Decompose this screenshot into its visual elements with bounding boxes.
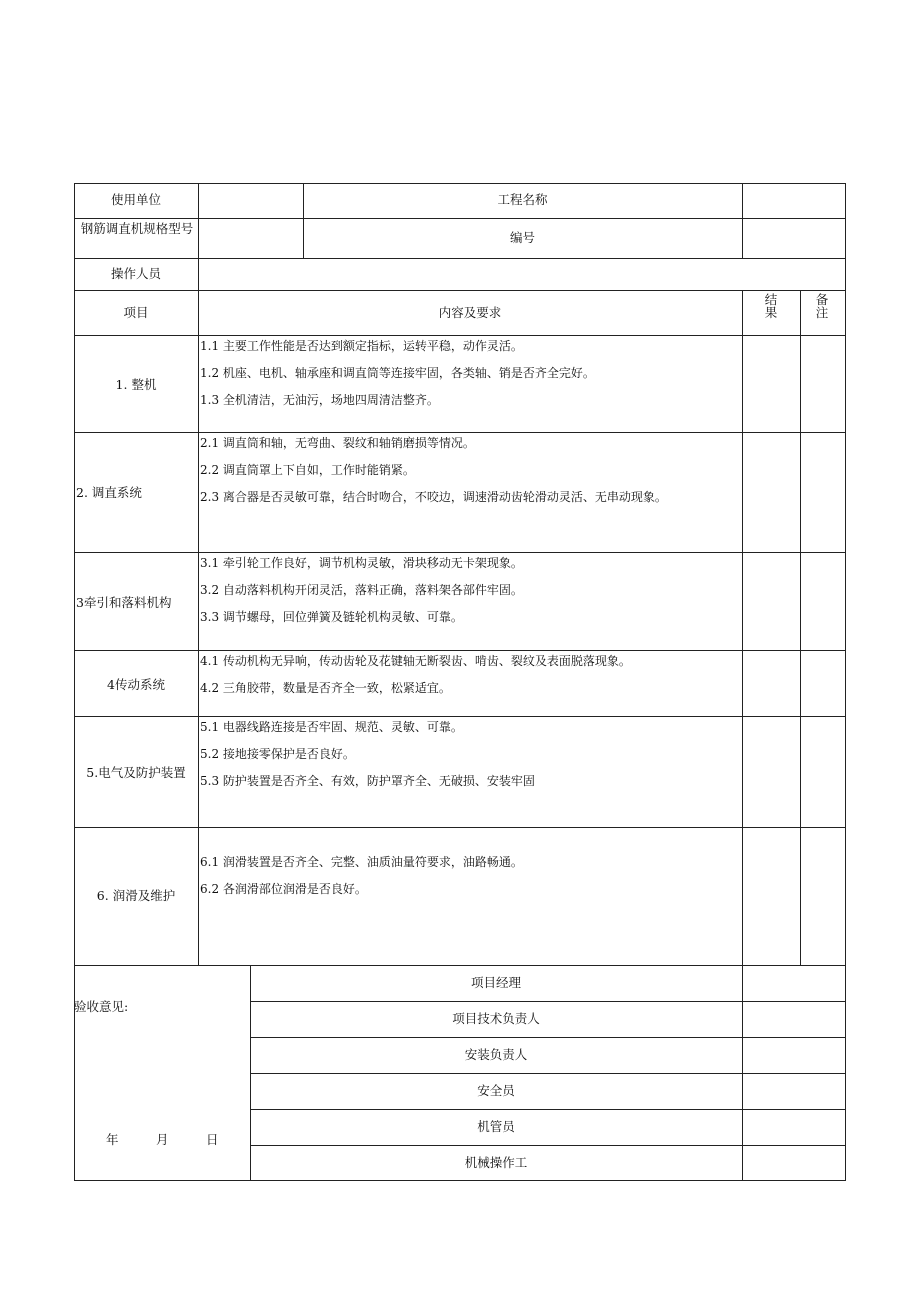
list-item: 4.1 传动机构无异响，传动齿轮及花键轴无断裂齿、啃齿、裂纹及表面脱落现象。	[200, 654, 631, 668]
list-item: 3.1 牵引轮工作良好，调节机构灵敏，滑块移动无卡架现象。	[200, 556, 523, 570]
section-title: 6. 润滑及维护	[96, 888, 176, 903]
list-item: 1.2 机座、电机、轴承座和调直筒等连接牢固，各类轴、销是否齐全完好。	[200, 366, 595, 380]
list-item: 5.3 防护装置是否齐全、有效，防护罩齐全、无破损、安装牢固	[200, 774, 535, 788]
rule	[74, 650, 846, 651]
rule	[250, 1145, 846, 1146]
rule	[742, 183, 743, 258]
list-item: 2.1 调直筒和轴，无弯曲、裂纹和轴销磨损等情况。	[200, 436, 475, 450]
rule	[74, 965, 846, 966]
list-item: 5.2 接地接零保护是否良好。	[200, 747, 355, 761]
rule	[250, 1109, 846, 1110]
section-items	[200, 554, 523, 635]
acceptance-month: 月	[156, 1132, 169, 1147]
section-items	[200, 853, 523, 907]
rule	[74, 716, 846, 717]
list-item: 1.1 主要工作性能是否达到额定指标，运转平稳，动作灵活。	[200, 339, 523, 353]
rule	[250, 1073, 846, 1074]
list-item: 3.2 自动落料机构开闭灵活，落料正确，落料架各部件牢固。	[200, 583, 523, 597]
rule	[198, 183, 199, 965]
project-name-label: 工程名称	[497, 192, 548, 207]
rule	[74, 218, 846, 219]
list-item: 2.2 调直筒罩上下自如，工作时能销紧。	[200, 463, 415, 477]
signature-safety-officer: 安全员	[477, 1083, 515, 1098]
column-content: 内容及要求	[438, 305, 502, 320]
rule	[74, 290, 846, 291]
section-items	[200, 434, 667, 515]
rule	[74, 432, 846, 433]
list-item: 2.3 离合器是否灵敏可靠，结合时吻合，不咬边，调速滑动齿轮滑动灵活、无串动现象。	[200, 490, 667, 504]
rule	[74, 258, 846, 259]
rule	[250, 1001, 846, 1002]
section-title: 4传动系统	[107, 677, 165, 692]
signature-installation-lead: 安装负责人	[464, 1047, 528, 1062]
list-item: 6.2 各润滑部位润滑是否良好。	[200, 882, 367, 896]
acceptance-year: 年	[106, 1132, 119, 1147]
column-item: 项目	[123, 305, 149, 320]
rule	[742, 965, 743, 1181]
list-item: 4.2 三角胶带，数量是否齐全一致，松紧适宜。	[200, 681, 451, 695]
rule	[74, 183, 846, 184]
section-items	[200, 652, 631, 706]
section-title: 1. 整机	[115, 377, 157, 392]
rule	[250, 1037, 846, 1038]
rule	[74, 552, 846, 553]
list-item: 3.3 调节螺母，回位弹簧及链轮机构灵敏、可靠。	[200, 610, 463, 624]
column-remark: 备注	[815, 292, 829, 320]
signature-technical-lead: 项目技术负责人	[452, 1011, 540, 1026]
user-unit-label: 使用单位	[110, 192, 161, 207]
signature-machine-operator: 机械操作工	[464, 1155, 528, 1170]
section-title: 3牵引和落料机构	[76, 595, 172, 610]
rule	[74, 827, 846, 828]
rule	[74, 335, 846, 336]
rule	[800, 290, 801, 965]
signature-machine-manager: 机管员	[477, 1119, 515, 1134]
section-items	[200, 718, 535, 799]
inspection-form	[74, 183, 846, 1181]
model-label: 钢筋调直机规格型号	[80, 221, 194, 236]
acceptance-day: 日	[206, 1132, 219, 1147]
number-label: 编号	[509, 230, 535, 245]
column-result: 结果	[764, 292, 778, 320]
rule	[845, 183, 846, 1181]
operator-label: 操作人员	[110, 266, 161, 281]
rule	[74, 1180, 846, 1181]
section-title: 2. 调直系统	[76, 485, 142, 500]
list-item: 1.3 全机清洁，无油污，场地四周清洁整齐。	[200, 393, 439, 407]
rule	[742, 290, 743, 965]
section-title: 5.电气及防护装置	[86, 765, 186, 780]
signature-project-manager: 项目经理	[470, 975, 521, 990]
section-items	[200, 337, 595, 418]
list-item: 5.1 电器线路连接是否牢固、规范、灵敏、可靠。	[200, 720, 463, 734]
rule	[250, 965, 251, 1181]
list-item: 6.1 润滑装置是否齐全、完整、油质油量符要求，油路畅通。	[200, 855, 523, 869]
acceptance-label: 验收意见:	[74, 999, 129, 1014]
